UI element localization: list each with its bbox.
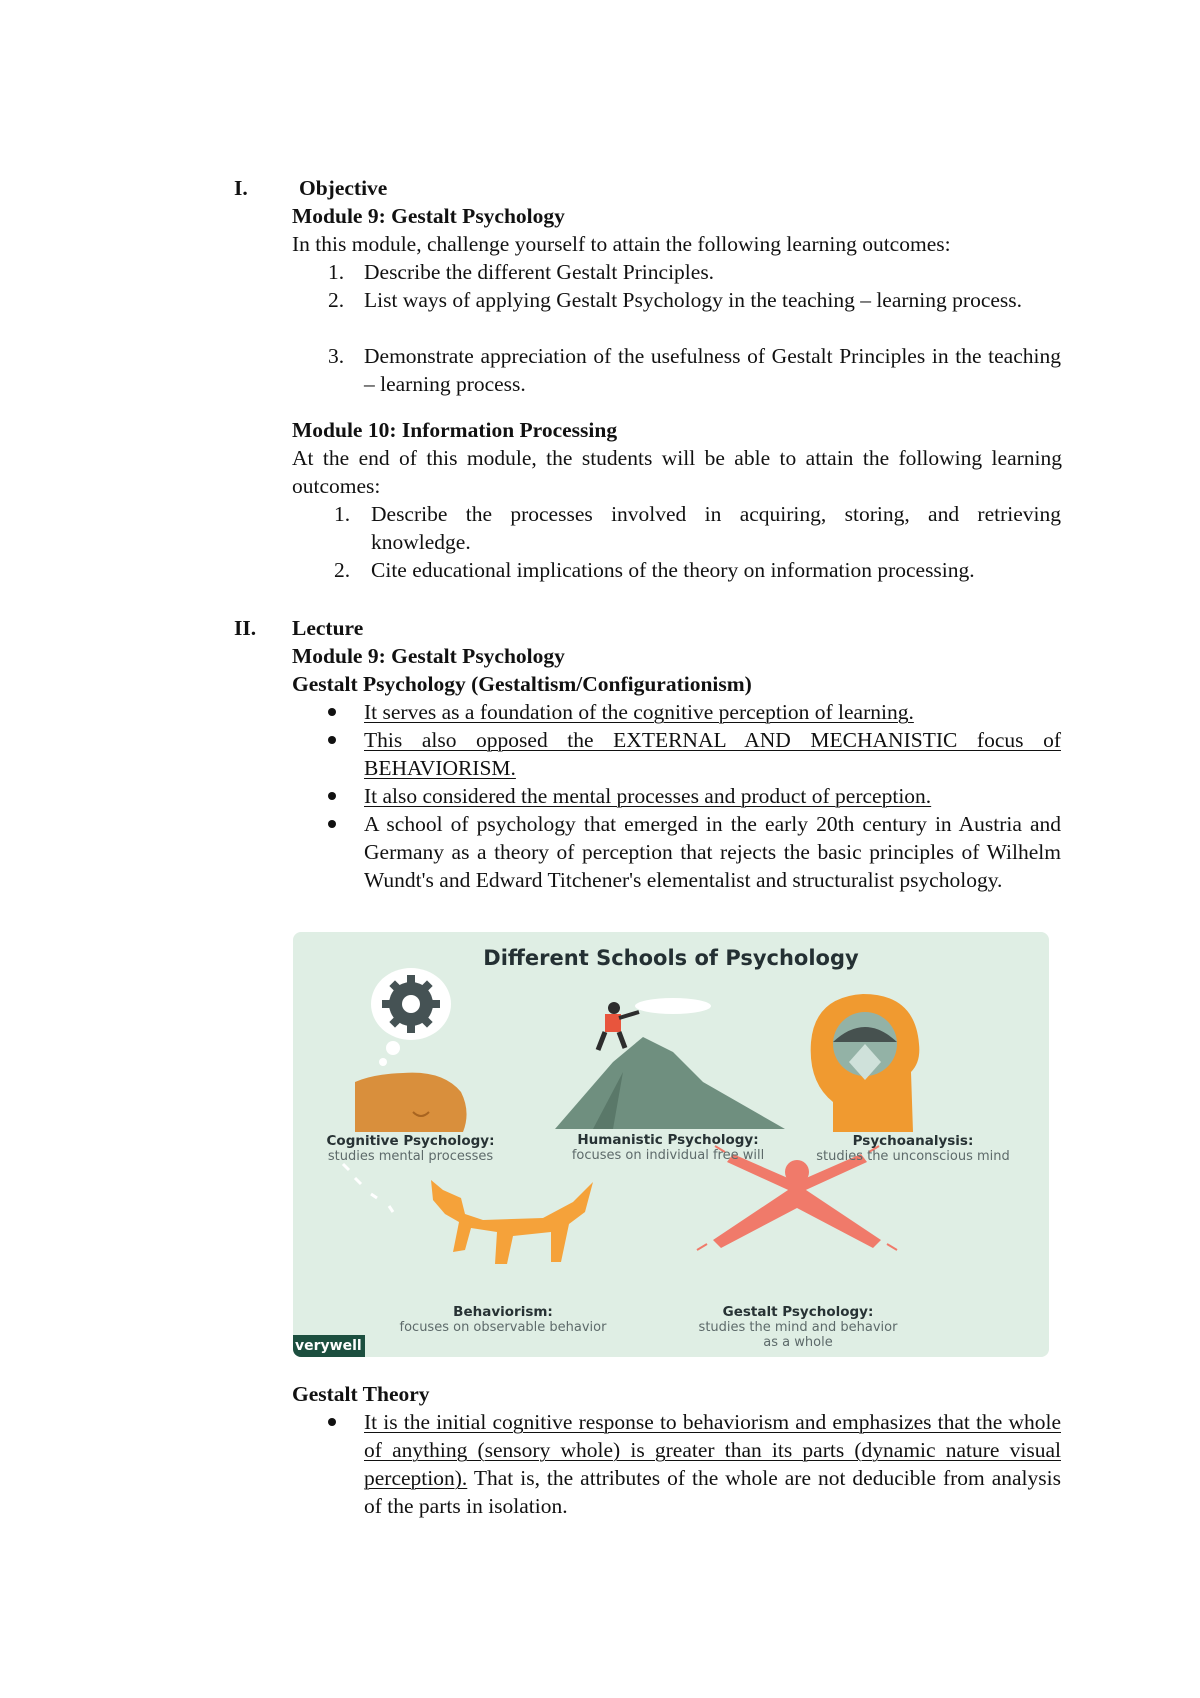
brand-logo: verywell xyxy=(293,1335,365,1357)
bullet-icon xyxy=(328,792,336,800)
bullet-icon xyxy=(328,708,336,716)
schools-of-psychology-figure xyxy=(293,932,1049,1357)
figure-title: Different Schools of Psychology xyxy=(483,946,859,970)
list-item: List ways of applying Gestalt Psychology in the teaching – learning process. xyxy=(364,288,1023,312)
gestalt-theory-heading: Gestalt Theory xyxy=(292,1382,430,1406)
section-1-numeral: I. xyxy=(234,176,248,200)
list-item: Demonstrate appreciation of the usefulness of Gestalt Principles in the teaching – learning process. xyxy=(364,344,1061,396)
caption-desc: studies the unconscious mind xyxy=(816,1149,1010,1164)
climber-icon xyxy=(598,1002,639,1050)
list-number: 2. xyxy=(328,288,345,312)
figure-caption-humanistic xyxy=(543,1132,793,1163)
bullet-item: A school of psychology that emerged in the early 20th century in Austria and Germany as a theory of perception that rejects the basic principles of Wilhelm Wundt's and Edward Titchener's elementalist and structuralist psychology. xyxy=(364,812,1061,892)
figure-caption-psychoanalysis xyxy=(793,1133,1033,1164)
bullet-item: It also considered the mental processes and product of perception. xyxy=(364,784,932,808)
bullet-item: This also opposed the EXTERNAL AND MECHANISTIC focus of BEHAVIORISM. xyxy=(364,728,1061,780)
list-item: Cite educational implications of the theory on information processing. xyxy=(371,558,975,582)
mountain-icon xyxy=(555,998,785,1129)
underlined-text: It is the initial cognitive response to behaviorism and emphasizes that the whole of anything (sensory whole) is greater than its parts (dynamic nature visual perception). xyxy=(364,1410,1061,1490)
list-number: 1. xyxy=(328,260,345,284)
section-1-heading: Objective xyxy=(299,176,388,200)
caption-title: Behaviorism: xyxy=(453,1304,553,1320)
bullet-item: It serves as a foundation of the cognitive perception of learning. xyxy=(364,700,914,724)
list-number: 3. xyxy=(328,344,345,368)
lecture-subheading: Gestalt Psychology (Gestaltism/Configurationism) xyxy=(292,672,752,696)
list-item: Describe the processes involved in acquiring, storing, and retrieving knowledge. xyxy=(371,502,1061,554)
caption-desc: focuses on individual free will xyxy=(571,1148,765,1163)
module-10-title: Module 10: Information Processing xyxy=(292,418,618,442)
bullet-icon xyxy=(328,736,336,744)
list-number: 2. xyxy=(334,558,351,582)
section-2-heading: Lecture xyxy=(292,616,364,640)
caption-desc: focuses on observable behavior xyxy=(399,1320,607,1335)
gestalt-theory-bullet xyxy=(364,1408,1061,1520)
caption-desc: studies mental processes xyxy=(327,1149,494,1164)
caption-desc-2: as a whole xyxy=(763,1335,833,1350)
section-2-numeral: II. xyxy=(234,616,257,640)
gear-icon xyxy=(371,968,451,1066)
figure-caption-gestalt xyxy=(673,1304,923,1350)
caption-desc: studies the mind and behavior xyxy=(698,1320,898,1335)
bullet-icon xyxy=(328,1418,336,1426)
dog-icon xyxy=(343,1164,593,1264)
figure-caption-cognitive xyxy=(303,1133,518,1164)
caption-title: Psychoanalysis: xyxy=(852,1133,974,1149)
figure-caption-behaviorism xyxy=(383,1304,623,1335)
caption-title: Gestalt Psychology: xyxy=(722,1304,874,1320)
psychoanalysis-head-icon xyxy=(811,994,920,1132)
lecture-module-title: Module 9: Gestalt Psychology xyxy=(292,644,565,668)
list-number: 1. xyxy=(334,502,351,526)
module-9-title: Module 9: Gestalt Psychology xyxy=(292,204,565,228)
module-9-intro: In this module, challenge yourself to attain the following learning outcomes: xyxy=(292,232,951,256)
caption-title: Cognitive Psychology: xyxy=(326,1133,495,1149)
head-icon xyxy=(355,1073,467,1132)
module-10-intro: At the end of this module, the students will be able to attain the following learning outcomes: xyxy=(292,446,1062,498)
caption-title: Humanistic Psychology: xyxy=(577,1132,759,1148)
plain-text: That is, the attributes of the whole are not deducible from analysis of the parts in isolation. xyxy=(364,1466,1061,1518)
list-item: Describe the different Gestalt Principles. xyxy=(364,260,715,284)
bullet-icon xyxy=(328,820,336,828)
